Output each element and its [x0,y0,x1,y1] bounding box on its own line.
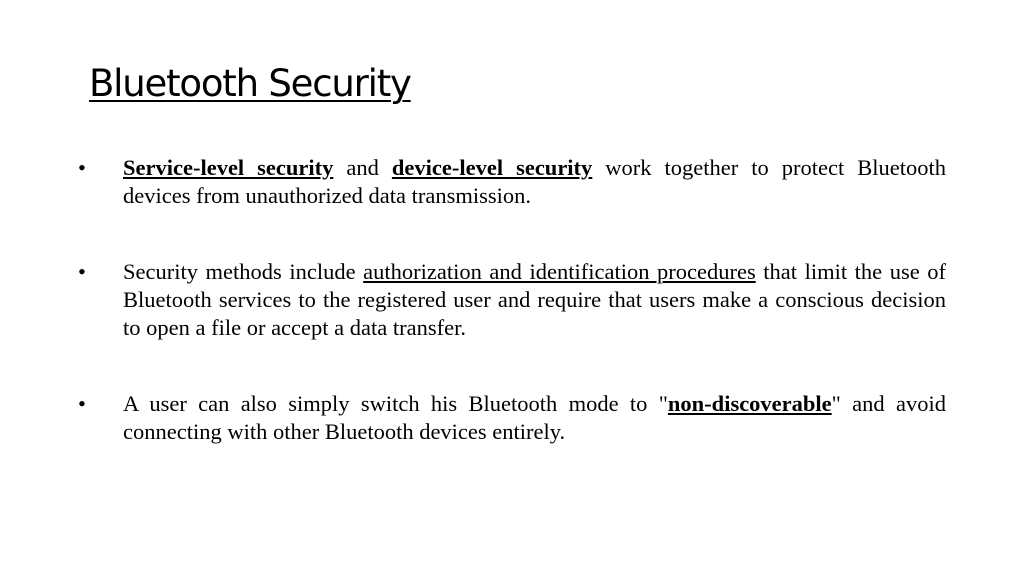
authorization-procedures-link[interactable]: authorization and identification procedures [363,259,756,284]
bullet-text [123,258,946,342]
bullet-text-segment: A user can also simply switch his Bluetooth mode to " [123,391,668,416]
device-level-security-term: device-level security [391,155,593,180]
bullet-text-segment: that limit the use of Bluetooth services to the registered user and require that users make a conscious decision to open a file or accept a data transfer. [123,259,947,340]
bullet-dot-icon: • [78,391,86,416]
slide-title: Bluetooth Security [89,62,411,105]
bullet-dot-icon: • [78,155,86,180]
bullet-text [123,154,946,210]
bullet-text-segment: and [333,155,392,180]
bullet-dot-icon: • [78,259,86,284]
non-discoverable-term: non-discoverable [667,391,832,416]
bullet-text [123,390,946,446]
bullet-text-segment: " and avoid connecting with other Bluetooth devices entirely. [123,391,946,444]
bullet-text-segment: work together to protect Bluetooth devices from unauthorized data transmission. [123,155,946,208]
bullet-list [0,154,1024,446]
service-level-security-term: Service-level security [123,155,334,180]
bullet-item-security-methods [0,258,1024,342]
bullet-item-service-security [0,154,1024,210]
bullet-text-segment: Security methods include [123,259,364,284]
bullet-item-non-discoverable [0,390,1024,446]
